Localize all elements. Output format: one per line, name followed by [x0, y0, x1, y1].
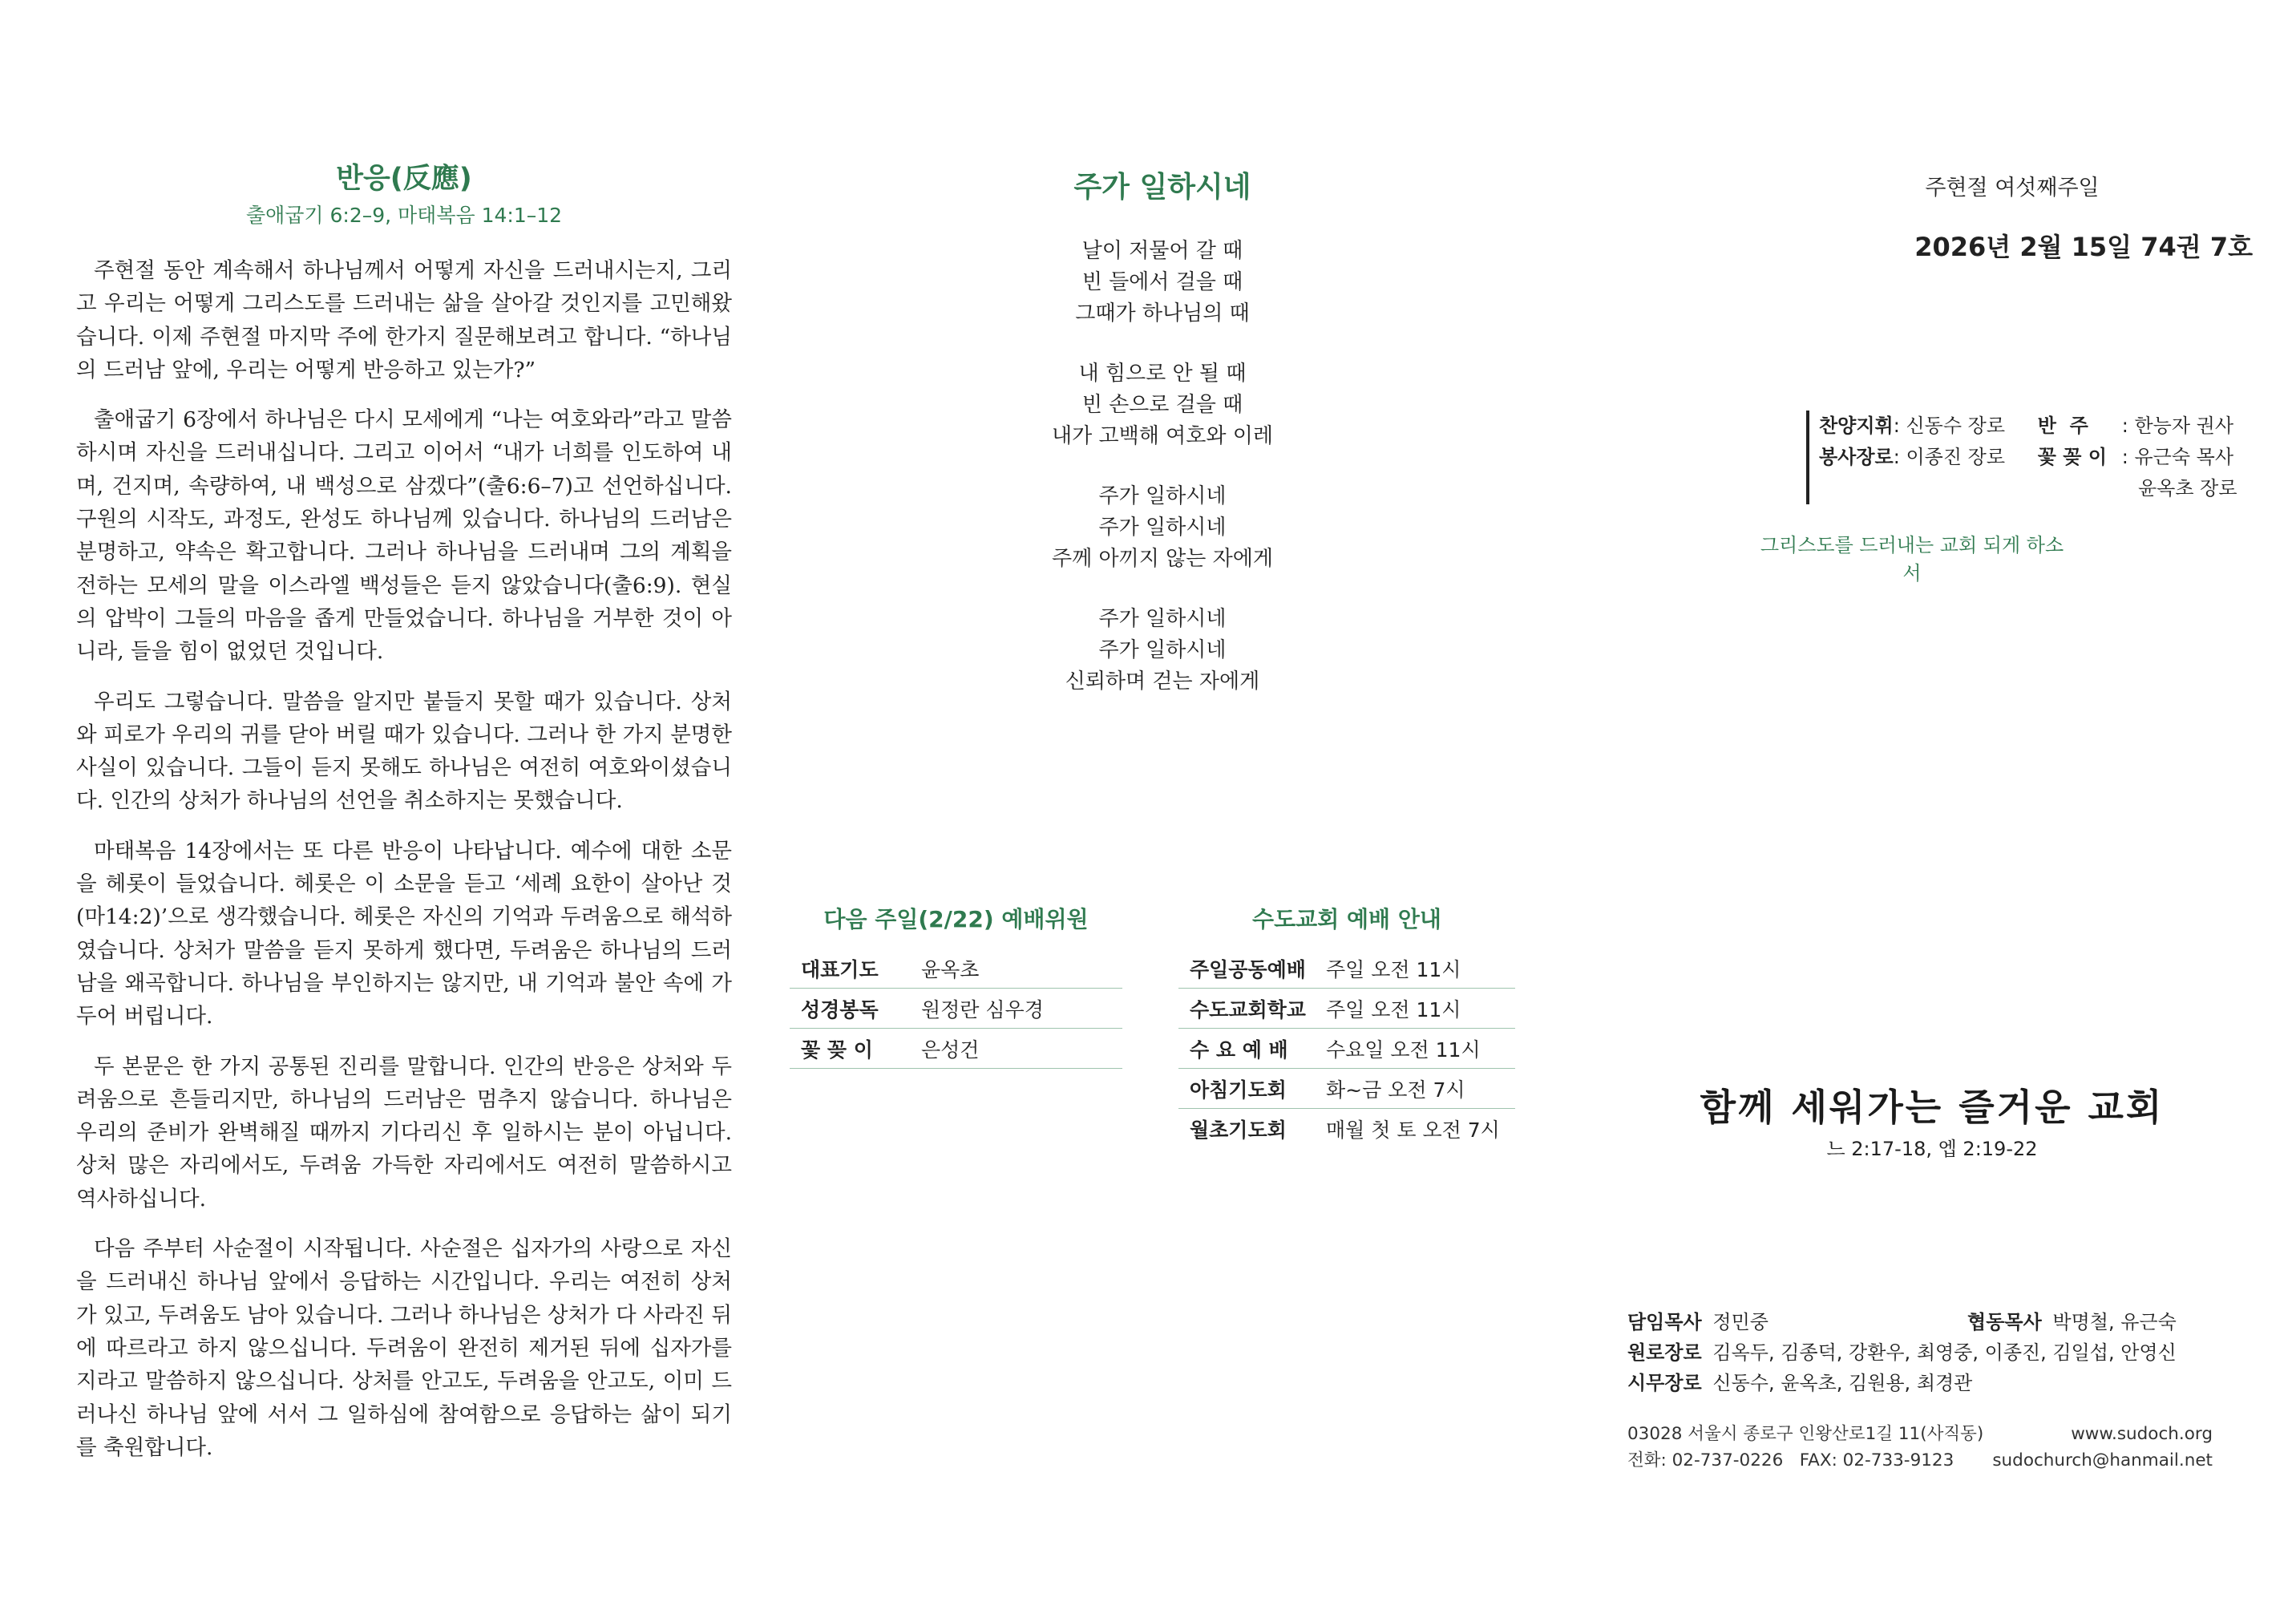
- duty-value: : 신동수 장로: [1893, 415, 2006, 437]
- team-person: 원정란 심우경: [921, 997, 1044, 1021]
- team-role: 대표기도: [801, 957, 879, 981]
- team-role: 성경봉독: [801, 997, 879, 1021]
- staff-role: 시무장로: [1627, 1372, 1702, 1394]
- contact-block: [1627, 1421, 2213, 1474]
- duty-label: 찬양지휘: [1819, 415, 1894, 437]
- hymn-line: 빈 들에서 걸을 때: [1081, 270, 1243, 294]
- worship-time: 주일 오전 11시: [1326, 997, 1461, 1021]
- sermon-paragraph: 두 본문은 한 가지 공통된 진리를 말합니다. 인간의 반응은 상처와 두려움으로 흔들리지만, 하나님의 드러남은 멈추지 않습니다. 하나님은 우리의 준비가 완벽해질 때까지 기다리신 후 일하시는 분이 아닙니다. 상처 많은 자리에서도, 두려움 가득한 자리에서도 여전히 말씀하시고 역사하십니다.: [76, 1054, 732, 1211]
- team-row: [790, 989, 1122, 1029]
- contact-row: [1627, 1421, 2213, 1447]
- sermon-paragraph: 다음 주부터 사순절이 시작됩니다. 사순절은 십자가의 사랑으로 자신을 드러내신 하나님 앞에서 응답하는 시간입니다. 우리는 여전히 상처가 있고, 두려움도 남아 있습니다. 그러나 하나님은 상처가 다 사라진 뒤에 따르라고 하지 않으십니다. 두려움이 완전히 제거된 뒤에 십자가를 지라고 말씀하지 않으십니다. 상처를 안고도, 두려움을 안고도, 이미 드러나신 하나님 앞에 서서 그 일하심에 참여함으로 응답하는 삶이 되기를 축원합니다.: [76, 1236, 732, 1460]
- duty-label: 반 주: [2037, 415, 2088, 437]
- worship-time: 수요일 오전 11시: [1326, 1038, 1481, 1062]
- team-person: 윤옥초: [921, 957, 980, 981]
- worship-schedule: [1178, 902, 1515, 1148]
- hymn-block: [1002, 164, 1323, 726]
- duty-row: [1819, 442, 2237, 473]
- sermon-paragraph: 출애굽기 6장에서 하나님은 다시 모세에게 “나는 여호와라”라고 말씀하시며 자신을 드러내십니다. 그리고 이어서 “내가 너희를 인도하여 내며, 건지며, 속량하여, 내 백성으로 삼겠다”(출6:6–7)고 선언하십니다. 구원의 시작도, 과정도, 완성도 하나님께 있습니다. 하나님의 드러남은 분명하고, 약속은 확고합니다. 그러나 하나님을 드러내며 그의 계획을 전하는 모세의 말을 이스라엘 백성들은 듣지 않았습니다(출6:9). 현실의 압박이 그들의 마음을 좁게 만들었습니다. 하나님을 거부한 것이 아니라, 들을 힘이 없었던 것입니다.: [76, 407, 732, 665]
- hymn-stanza: [1002, 481, 1323, 575]
- worship-row: [1178, 989, 1515, 1029]
- team-row: [790, 1029, 1122, 1069]
- website-link[interactable]: www.sudoch.org: [2071, 1424, 2213, 1444]
- email-link[interactable]: sudochurch@hanmail.net: [1992, 1450, 2213, 1470]
- duty-label: 꽃 꽂 이: [2037, 446, 2108, 468]
- hymn-line: 주가 일하시네: [1098, 607, 1227, 631]
- sermon-reference: 출애굽기 6:2–9, 마태복음 14:1–12: [245, 204, 563, 227]
- worship-time: 주일 오전 11시: [1326, 957, 1461, 981]
- staff-role: 원로장로: [1627, 1341, 1702, 1364]
- sermon-paragraph: 마태복음 14장에서는 또 다른 반응이 나타납니다. 예수에 대한 소문을 헤롯이 들었습니다. 헤롯은 이 소문을 듣고 ‘세례 요한이 살아난 것(마14:2)’으로 생각했습니다. 헤롯은 자신의 기억과 두려움으로 해석하였습니다. 상처가 말씀을 듣지 못하게 했다면, 두려움은 하나님의 드러남을 왜곡합니다. 하나님을 부인하지는 않지만, 내 기억과 불안 속에 가두어 버립니다.: [76, 838, 732, 1029]
- contact-row: [1627, 1447, 2213, 1474]
- hymn-line: 빈 손으로 걸을 때: [1081, 393, 1243, 417]
- duty-value: : 한능자 권사: [2121, 415, 2234, 437]
- hymn-line: 주께 아끼지 않는 자에게: [1052, 547, 1273, 571]
- sermon-title: 반응(反應): [336, 163, 472, 195]
- duty-row: [1819, 473, 2237, 504]
- worship-name: 수도교회학교: [1190, 997, 1306, 1021]
- worship-row: [1178, 1029, 1515, 1069]
- slogan-verse: 느 2:17-18, 엡 2:19-22: [1826, 1138, 2038, 1160]
- phone-fax: 전화: 02-737-0226 FAX: 02-733-9123: [1627, 1450, 1954, 1470]
- worship-title: 수도교회 예배 안내: [1252, 906, 1441, 932]
- team-title: 다음 주일(2/22) 예배위원: [823, 906, 1089, 932]
- duty-value: 윤옥초 장로: [2138, 477, 2237, 500]
- worship-name: 수 요 예 배: [1190, 1038, 1288, 1062]
- staff-names: 신동수, 윤옥초, 김원용, 최경관: [1712, 1372, 1973, 1394]
- sermon-column: [76, 156, 732, 1481]
- sermon-paragraph: 주현절 동안 계속해서 하나님께서 어떻게 자신을 드러내시는지, 그리고 우리는 어떻게 그리스도를 드러내는 삶을 살아갈 것인지를 고민해왔습니다. 이제 주현절 마지막 주에 한가지 질문해보려고 합니다. “하나님의 드러남 앞에, 우리는 어떻게 반응하고 있는가?”: [76, 258, 732, 382]
- team-role: 꽃 꽂 이: [801, 1038, 873, 1062]
- duty-label: 봉사장로: [1819, 446, 1894, 468]
- issue-dateline: 2026년 2월 15일 74권 7호: [1914, 232, 2253, 262]
- next-week-team: [790, 902, 1122, 1069]
- hymn-line: 내가 고백해 여호와 이레: [1052, 424, 1273, 448]
- hymn-title: 주가 일하시네: [1073, 171, 1251, 204]
- team-row: [790, 949, 1122, 989]
- staff-role: 협동목사: [1967, 1311, 2042, 1333]
- staff-list: [1627, 1307, 2213, 1398]
- hymn-line: 날이 저물어 갈 때: [1081, 239, 1243, 263]
- hymn-stanza: [1002, 358, 1323, 452]
- hymn-line: 주가 일하시네: [1098, 516, 1227, 540]
- duty-value: : 이종진 장로: [1893, 446, 2006, 468]
- staff-role: 담임목사: [1627, 1311, 1702, 1333]
- liturgical-season: 주현절 여섯째주일: [1925, 176, 2100, 200]
- hymn-line: 신뢰하며 걷는 자에게: [1065, 669, 1260, 694]
- worship-time: 화~금 오전 7시: [1326, 1078, 1465, 1102]
- church-slogan: 함께 세워가는 즐거운 교회: [1700, 1086, 2165, 1129]
- staff-row: [1627, 1368, 2213, 1398]
- hymn-line: 그때가 하나님의 때: [1075, 301, 1250, 326]
- duty-roster: [1806, 411, 2237, 504]
- duty-value: : 유근숙 목사: [2121, 446, 2234, 468]
- staff-names: 박명철, 유근숙: [2052, 1311, 2177, 1333]
- worship-name: 주일공동예배: [1190, 957, 1306, 981]
- worship-row: [1178, 1109, 1515, 1148]
- hymn-stanza: [1002, 604, 1323, 698]
- worship-row: [1178, 1069, 1515, 1109]
- hymn-stanza: [1002, 236, 1323, 330]
- worship-name: 월초기도회: [1190, 1118, 1287, 1142]
- church-motto: 그리스도를 드러내는 교회 되게 하소서: [1760, 534, 2064, 584]
- duty-row: [1819, 411, 2237, 442]
- worship-time: 매월 첫 토 오전 7시: [1326, 1118, 1500, 1142]
- worship-name: 아침기도회: [1190, 1078, 1287, 1102]
- address: 03028 서울시 종로구 인왕산로1길 11(사직동): [1627, 1424, 1984, 1444]
- staff-names: 정민중: [1712, 1311, 1768, 1333]
- worship-row: [1178, 949, 1515, 989]
- sermon-paragraph: 우리도 그렇습니다. 말씀을 알지만 붙들지 못할 때가 있습니다. 상처와 피로가 우리의 귀를 닫아 버릴 때가 있습니다. 그러나 한 가지 분명한 사실이 있습니다. 그들이 듣지 못해도 하나님은 여전히 여호와이셨습니다. 인간의 상처가 하나님의 선언을 취소하지는 못했습니다.: [76, 689, 732, 814]
- team-person: 은성건: [921, 1038, 980, 1062]
- staff-names: 김옥두, 김종덕, 강환우, 최영중, 이종진, 김일섭, 안영신: [1712, 1341, 2177, 1364]
- hymn-line: 내 힘으로 안 될 때: [1078, 362, 1247, 386]
- staff-row: [1627, 1337, 2213, 1368]
- staff-row: [1627, 1307, 2213, 1337]
- hymn-line: 주가 일하시네: [1098, 638, 1227, 662]
- hymn-line: 주가 일하시네: [1098, 484, 1227, 508]
